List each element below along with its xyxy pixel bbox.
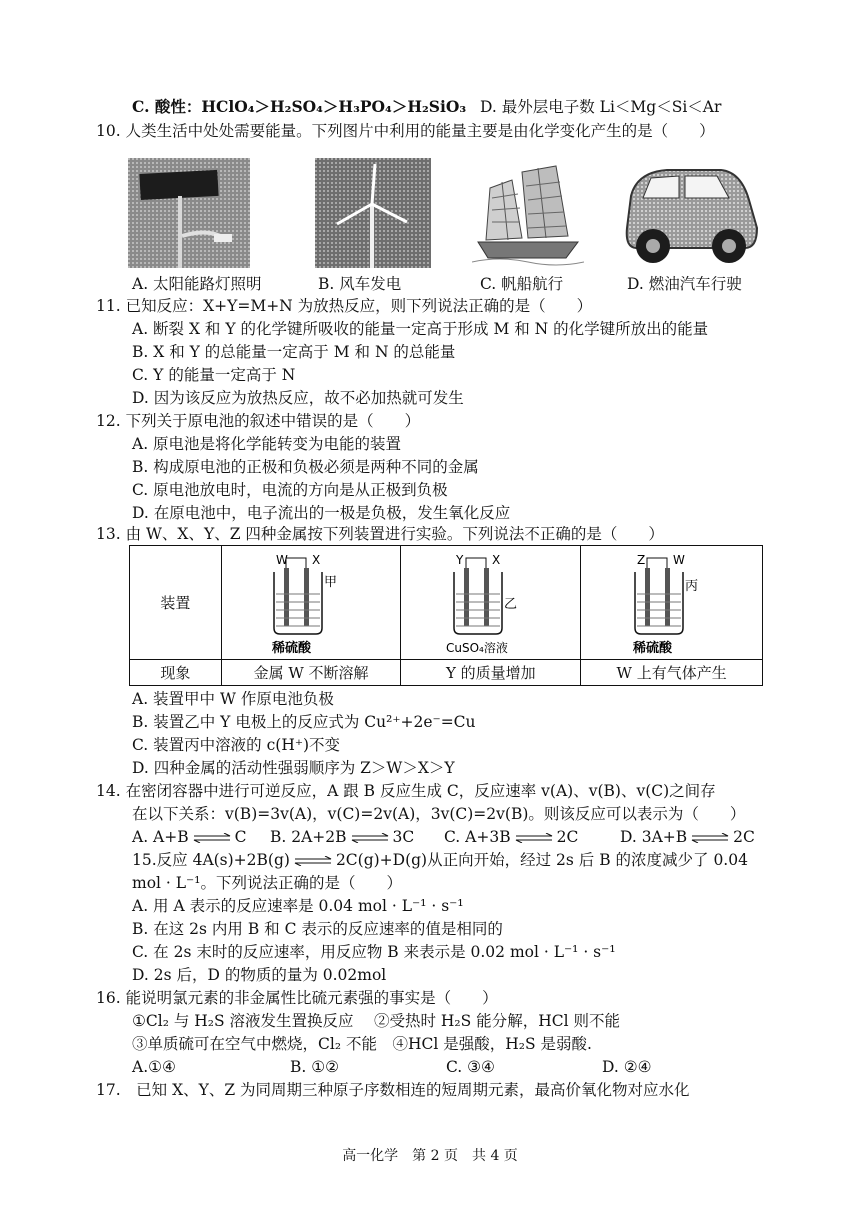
reversible-arrow-icon	[690, 833, 730, 843]
device-cell-jia	[221, 546, 401, 660]
q13-option-c: C. 装置丙中溶液的 c(H⁺)不变	[132, 736, 341, 754]
q10-caption-d: D. 燃油汽车行驶	[627, 275, 742, 293]
q15-option-b: B. 在这 2s 内用 B 和 C 表示的反应速率的值是相同的	[132, 920, 503, 938]
galvanic-cell-bing-icon	[617, 550, 727, 658]
q15-stem-right: 2C(g)+D(g)从正向开始，经过 2s 后 B 的浓度减少了 0.04	[335, 851, 748, 869]
sailing-ship-icon	[472, 158, 584, 268]
phenomenon-jia: 金属 W 不断溶解	[221, 660, 401, 686]
electrode-right-label: W	[672, 552, 685, 567]
q14-option-d	[620, 826, 755, 848]
electrode-left-label: Y	[455, 552, 464, 567]
q15-stem-cont: mol · L⁻¹。下列说法正确的是（ ）	[132, 874, 402, 892]
q10-caption-c: C. 帆船航行	[480, 275, 564, 293]
q10-caption-b: B. 风车发电	[318, 275, 402, 293]
electrode-left-label: Z	[636, 552, 645, 567]
q16-option-c: C. ③④	[446, 1058, 495, 1076]
q12-option-d: D. 在原电池中，电子流出的一极是负极，发生氧化反应	[132, 504, 511, 522]
q17-stem: 17. 已知 X、Y、Z 为同周期三种原子序数相连的短周期元素，最高价氧化物对应水化	[96, 1081, 690, 1099]
q14-option-b	[270, 826, 414, 848]
electrode-right-label: X	[312, 552, 321, 567]
q9-option-d: D. 最外层电子数 Li＜Mg＜Si＜Ar	[480, 98, 722, 116]
solar-street-lamp-icon	[128, 158, 250, 268]
device-name-label: 乙	[503, 596, 517, 612]
q16-option-b: B. ①②	[290, 1058, 340, 1076]
q15-option-a: A. 用 A 表示的反应速率是 0.04 mol · L⁻¹ · s⁻¹	[132, 897, 464, 915]
q15-stem	[132, 849, 748, 871]
phenomenon-bing: W 上有气体产生	[581, 660, 763, 686]
q11-stem: 11. 已知反应：X+Y=M+N 为放热反应，则下列说法正确的是（ ）	[96, 297, 593, 315]
q12-option-c: C. 原电池放电时，电流的方向是从正极到负极	[132, 481, 448, 499]
q14-a-right: C	[234, 828, 247, 846]
reversible-arrow-icon	[350, 833, 390, 843]
q13-option-d: D. 四种金属的活动性强弱顺序为 Z＞W＞X＞Y	[132, 759, 455, 777]
q16-option-a: A.①④	[132, 1058, 176, 1076]
q16-option-d: D. ②④	[602, 1058, 652, 1076]
device-cell-yi	[401, 546, 581, 660]
q14-c-left: C. A+3B	[444, 828, 511, 846]
table-header-phenomenon: 现象	[130, 660, 222, 686]
q14-b-right: 3C	[392, 828, 415, 846]
q11-option-c: C. Y 的能量一定高于 N	[132, 366, 296, 384]
q13-experiment-table	[129, 545, 763, 686]
reversible-arrow-icon	[514, 833, 554, 843]
galvanic-cell-jia-icon	[256, 550, 366, 658]
q14-option-c	[444, 826, 578, 848]
q11-option-a: A. 断裂 X 和 Y 的化学键所吸收的能量一定高于形成 M 和 N 的化学键所放出的能量	[132, 320, 709, 338]
electrode-left-label: W	[276, 552, 288, 567]
q14-option-a	[132, 826, 247, 848]
electrode-right-label: X	[491, 552, 501, 567]
device-name-label: 甲	[324, 574, 338, 590]
q14-a-left: A. A+B	[132, 828, 189, 846]
q14-c-right: 2C	[556, 828, 579, 846]
q15-stem-left: 15.反应 4A(s)+2B(g)	[132, 851, 290, 869]
q13-option-b: B. 装置乙中 Y 电极上的反应式为 Cu²⁺+2e⁻=Cu	[132, 713, 476, 731]
q11-option-b: B. X 和 Y 的总能量一定高于 M 和 N 的总能量	[132, 343, 456, 361]
q11-option-d: D. 因为该反应为放热反应，故不必加热就可发生	[132, 389, 464, 407]
reversible-arrow-icon	[192, 833, 232, 843]
q13-option-a: A. 装置甲中 W 作原电池负极	[132, 690, 334, 708]
reversible-arrow-icon	[293, 856, 333, 866]
galvanic-cell-yi-icon	[436, 550, 546, 658]
q12-stem: 12. 下列关于原电池的叙述中错误的是（ ）	[96, 412, 421, 430]
table-header-device: 装置	[130, 546, 222, 660]
q14-stem: 14. 在密闭容器中进行可逆反应，A 跟 B 反应生成 C，反应速率 v(A)、v(B)、v(C)之间存	[96, 782, 716, 800]
device-cell-bing	[581, 546, 763, 660]
q16-stem: 16. 能说明氯元素的非金属性比硫元素强的事实是（ ）	[96, 989, 498, 1007]
q16-statements-2: ③单质硫可在空气中燃烧，Cl₂ 不能 ④HCl 是强酸，H₂S 是弱酸.	[132, 1035, 592, 1053]
q14-d-right: 2C	[733, 828, 755, 846]
page-footer: 高一化学 第 2 页 共 4 页	[342, 1148, 518, 1164]
solution-label: 稀硫酸	[272, 640, 312, 656]
q14-b-left: B. 2A+2B	[270, 828, 347, 846]
q15-option-c: C. 在 2s 末时的反应速率，用反应物 B 来表示是 0.02 mol · L⁻¹ · s⁻¹	[132, 943, 616, 961]
q16-statements-1: ①Cl₂ 与 H₂S 溶液发生置换反应 ②受热时 H₂S 能分解，HCl 则不能	[132, 1012, 620, 1030]
q14-stem-cont: 在以下关系：v(B)=3v(A)，v(C)=2v(A)，3v(C)=2v(B)。则该反应可以表示为（ ）	[132, 805, 746, 823]
q15-option-d: D. 2s 后，D 的物质的量为 0.02mol	[132, 966, 387, 984]
wind-turbine-icon	[315, 158, 431, 268]
device-name-label: 丙	[684, 578, 698, 594]
q14-d-left: D. 3A+B	[620, 828, 688, 846]
solution-label: CuSO₄溶液	[445, 640, 508, 655]
q13-stem: 13. 由 W、X、Y、Z 四种金属按下列装置进行实验。下列说法不正确的是（ ）	[96, 525, 664, 543]
q12-option-b: B. 构成原电池的正极和负极必须是两种不同的金属	[132, 458, 479, 476]
solution-label: 稀硫酸	[632, 640, 672, 656]
q10-caption-a: A. 太阳能路灯照明	[132, 275, 262, 293]
phenomenon-yi: Y 的质量增加	[401, 660, 581, 686]
fuel-car-icon	[617, 162, 763, 266]
q12-option-a: A. 原电池是将化学能转变为电能的装置	[132, 435, 402, 453]
q10-stem: 10. 人类生活中处处需要能量。下列图片中利用的能量主要是由化学变化产生的是（ ）	[96, 122, 715, 140]
q9-option-c: C. 酸性：HClO₄＞H₂SO₄＞H₃PO₄＞H₂SiO₃	[132, 97, 467, 116]
